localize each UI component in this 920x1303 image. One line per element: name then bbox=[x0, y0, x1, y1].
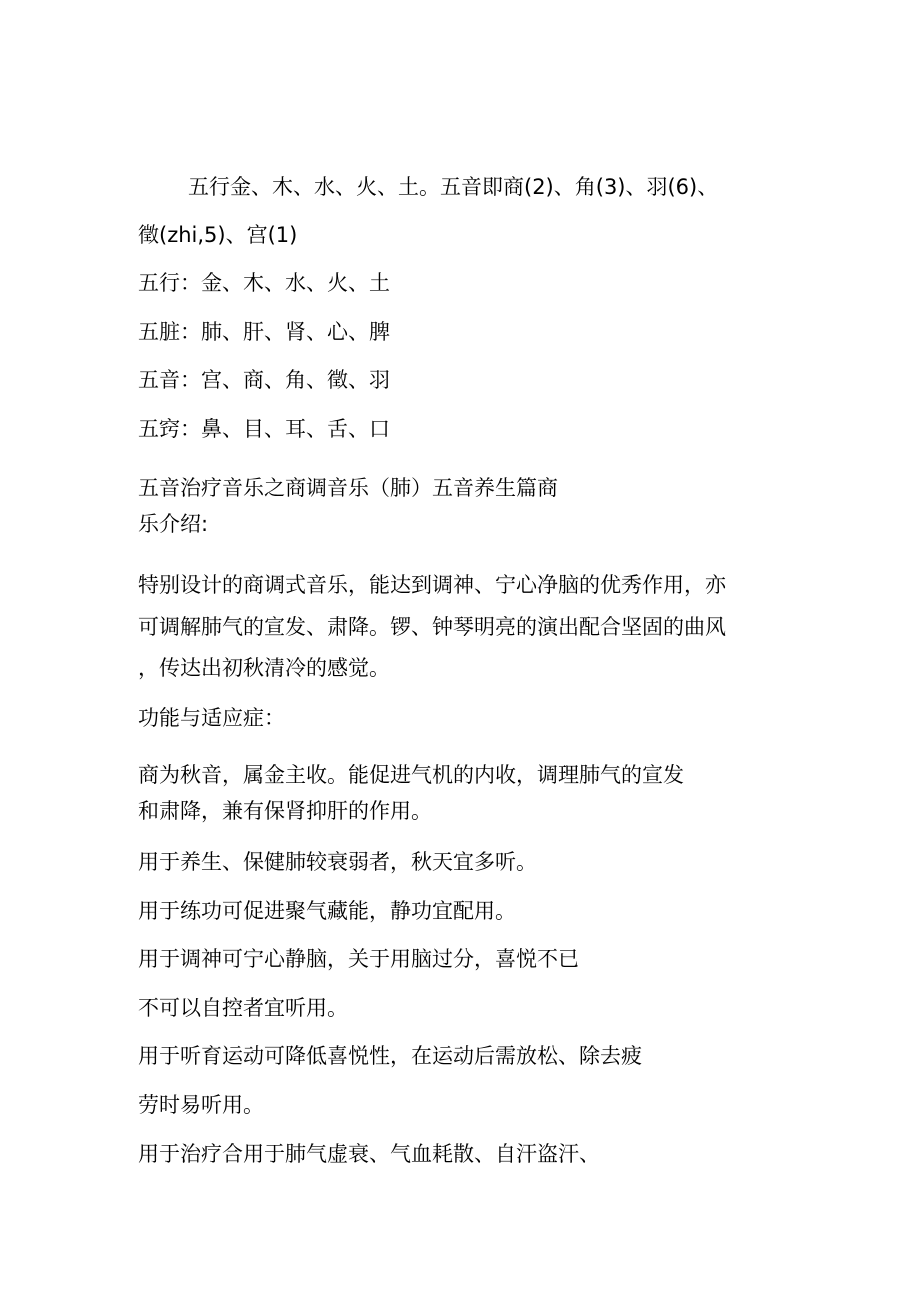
five-elements-line: 五行：金、木、水、火、土 bbox=[138, 271, 390, 295]
usage-line-5: 用于听育运动可降低喜悦性，在运动后需放松、除去疲 bbox=[138, 1044, 642, 1068]
five-tones-line: 五音：宫、商、角、徵、羽 bbox=[138, 368, 390, 392]
usage-line-6: 劳时易听用。 bbox=[138, 1093, 264, 1117]
description-line-2: 可调解肺气的宣发、肃降。锣、钟琴明亮的演出配合坚固的曲风 bbox=[138, 615, 726, 639]
intro-line-1: 五行金、木、水、火、土。五音即商(2)、角(3)、羽(6)、 bbox=[188, 175, 719, 199]
five-organs-line: 五脏：肺、肝、肾、心、脾 bbox=[138, 320, 390, 344]
section-title-line-2: 乐介绍: bbox=[138, 512, 209, 536]
function-line-1: 商为秋音，属金主收。能促进气机的内收，调理肺气的宣发 bbox=[138, 763, 684, 787]
usage-line-7: 用于治疗合用于肺气虚衰、气血耗散、自汗盗汗、 bbox=[138, 1142, 600, 1166]
description-line-1: 特别设计的商调式音乐，能达到调神、宁心净脑的优秀作用，亦 bbox=[138, 573, 726, 597]
section-title-line-1: 五音治疗音乐之商调音乐（肺）五音养生篇商 bbox=[138, 476, 558, 500]
intro-line-2: 徵(zhi,5)、宫(1) bbox=[138, 223, 298, 247]
function-heading: 功能与适应症： bbox=[138, 706, 285, 730]
usage-line-3: 用于调神可宁心静脑，关于用脑过分，喜悦不已 bbox=[138, 947, 579, 971]
five-orifices-line: 五窍：鼻、目、耳、舌、口 bbox=[138, 417, 390, 441]
usage-line-2: 用于练功可促进聚气藏能，静功宜配用。 bbox=[138, 899, 516, 923]
usage-line-1: 用于养生、保健肺较衰弱者，秋天宜多听。 bbox=[138, 850, 537, 874]
usage-line-4: 不可以自控者宜听用。 bbox=[138, 996, 348, 1020]
function-line-2: 和肃降，兼有保肾抑肝的作用。 bbox=[138, 799, 432, 823]
description-line-3: ，传达出初秋清冷的感觉。 bbox=[138, 656, 390, 680]
